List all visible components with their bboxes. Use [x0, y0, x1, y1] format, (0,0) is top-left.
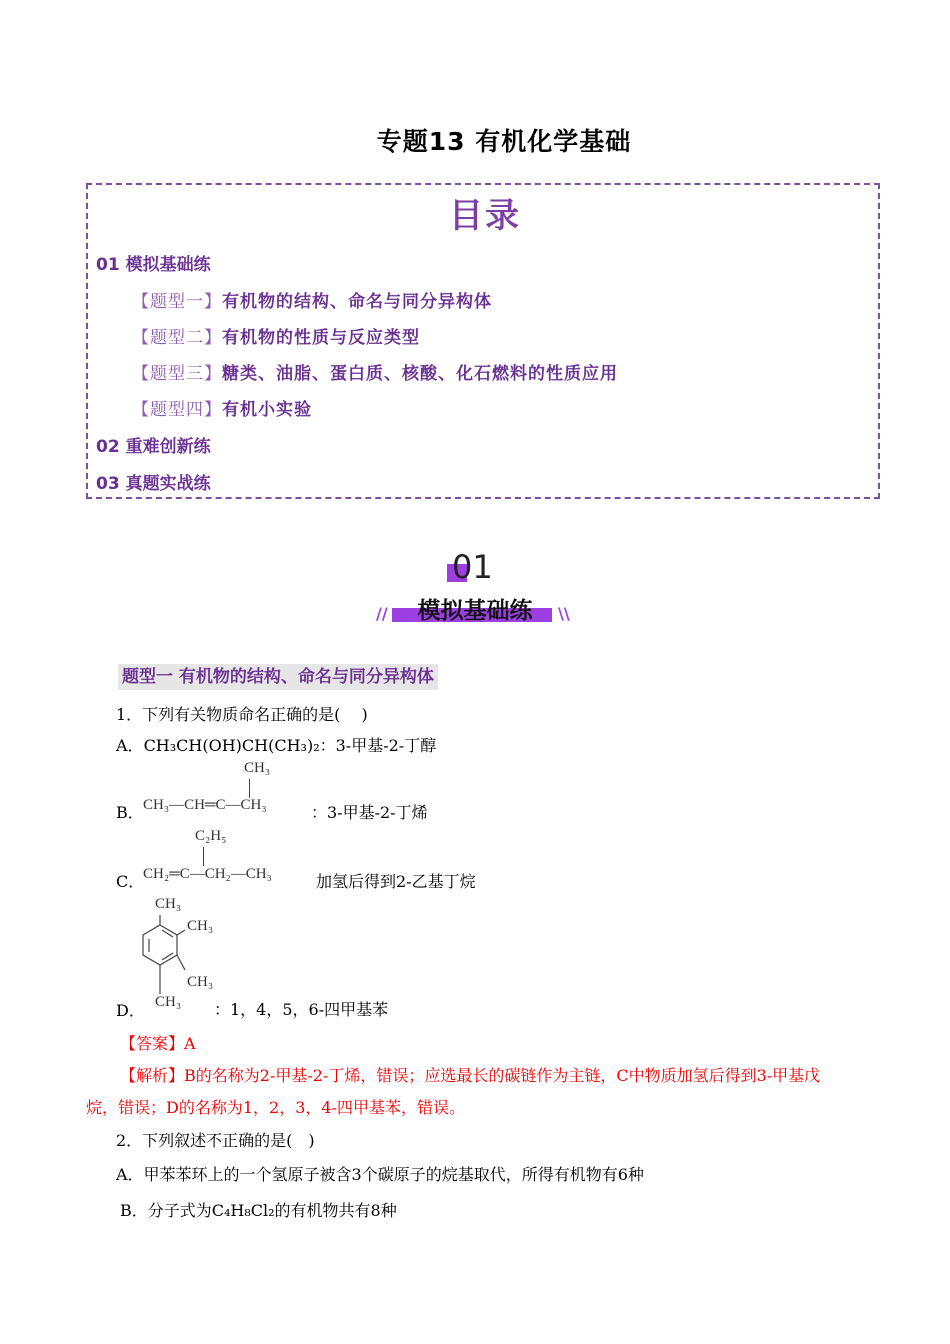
answer-label: 【答案】: [120, 1034, 185, 1053]
q2-stem: 2．下列叙述不正确的是( ): [116, 1131, 315, 1150]
toc-item-bracket: 【题型三】: [132, 364, 222, 384]
toc-item-bracket: 【题型四】: [132, 400, 222, 420]
toc-item-text: 有机物的结构、命名与同分异构体: [222, 292, 492, 312]
q1-stem: 1．下列有关物质命名正确的是( ): [116, 705, 368, 724]
q1-option-a: [116, 733, 436, 756]
q1-a-name: ：3-甲基-2-丁醇: [319, 736, 437, 755]
toc-item-text: 有机物的性质与反应类型: [222, 328, 420, 348]
q1-b-bond: [249, 779, 250, 798]
q1-d-methyl-1: CH₃: [155, 896, 182, 912]
toc-item-7[interactable]: 03 真题实战练: [96, 474, 211, 494]
q1-d-methyl-2: CH₃: [187, 918, 214, 934]
q1-b-structure: CH₃—CH═C—CH₃: [143, 797, 267, 813]
q1-b-substituent: CH₃: [244, 760, 271, 776]
answer-value: A: [184, 1034, 196, 1053]
toc-item-2[interactable]: [132, 287, 492, 312]
toc-item-6[interactable]: 02 重难创新练: [96, 437, 211, 457]
q1-analysis-line-2: 烷，错误；D的名称为1，2，3，4-四甲基苯，错误。: [86, 1098, 465, 1117]
q1-c-name: 加氢后得到2-乙基丁烷: [316, 872, 476, 891]
toc-item-bracket: 【题型一】: [132, 292, 222, 312]
toc-item-text: 有机小实验: [222, 400, 312, 420]
q1-d-benzene-ring: [140, 912, 190, 1002]
toc-item-text: 糖类、油脂、蛋白质、核酸、化石燃料的性质应用: [222, 364, 618, 384]
q1-b-name: ：3-甲基-2-丁烯: [311, 803, 428, 822]
question-type-heading: 题型一 有机物的结构、命名与同分异构体: [118, 664, 438, 690]
analysis-label: 【解析】: [120, 1066, 185, 1085]
q1-analysis-line-1: [120, 1063, 820, 1086]
q1-d-name: ：1，4，5，6-四甲基苯: [214, 1000, 389, 1019]
q1-a-prefix: A．: [116, 736, 144, 755]
toc-item-4[interactable]: [132, 359, 618, 384]
toc-item-5[interactable]: [132, 395, 312, 420]
q1-answer: [120, 1031, 196, 1054]
section-number: 01: [452, 548, 493, 586]
q1-a-formula: CH₃CH(OH)CH(CH₃)₂: [143, 736, 320, 755]
toc-heading: 目录: [449, 196, 521, 236]
section-title: 模拟基础练: [417, 598, 533, 624]
q1-c-bond: [203, 847, 204, 866]
q1-c-prefix: C．: [116, 872, 145, 891]
q2-option-a: A．甲苯苯环上的一个氢原子被含3个碳原子的烷基取代，所得有机物有6种: [116, 1165, 644, 1184]
q1-b-prefix: B．: [116, 803, 144, 822]
q1-d-prefix: D．: [116, 1001, 145, 1020]
toc-item-1[interactable]: 01 模拟基础练: [96, 255, 211, 275]
q1-d-methyl-3: CH₃: [187, 974, 214, 990]
toc-item-3[interactable]: [132, 323, 420, 348]
page-title: 专题13 有机化学基础: [376, 127, 632, 156]
q1-d-methyl-4: CH₃: [155, 994, 182, 1010]
toc-item-bracket: 【题型二】: [132, 328, 222, 348]
section-right-mark: \\: [558, 604, 570, 623]
q1-c-structure: CH₂═C—CH₂—CH₃: [143, 866, 272, 882]
analysis-text: B的名称为2-甲基-2-丁烯，错误；应选最长的碳链作为主链，C中物质加氢后得到3-甲基戊: [184, 1066, 821, 1085]
section-left-mark: //: [376, 604, 388, 623]
q2-option-b: B．分子式为C₄H₈Cl₂的有机物共有8种: [120, 1201, 397, 1220]
q1-c-substituent: C₂H₅: [195, 828, 227, 844]
